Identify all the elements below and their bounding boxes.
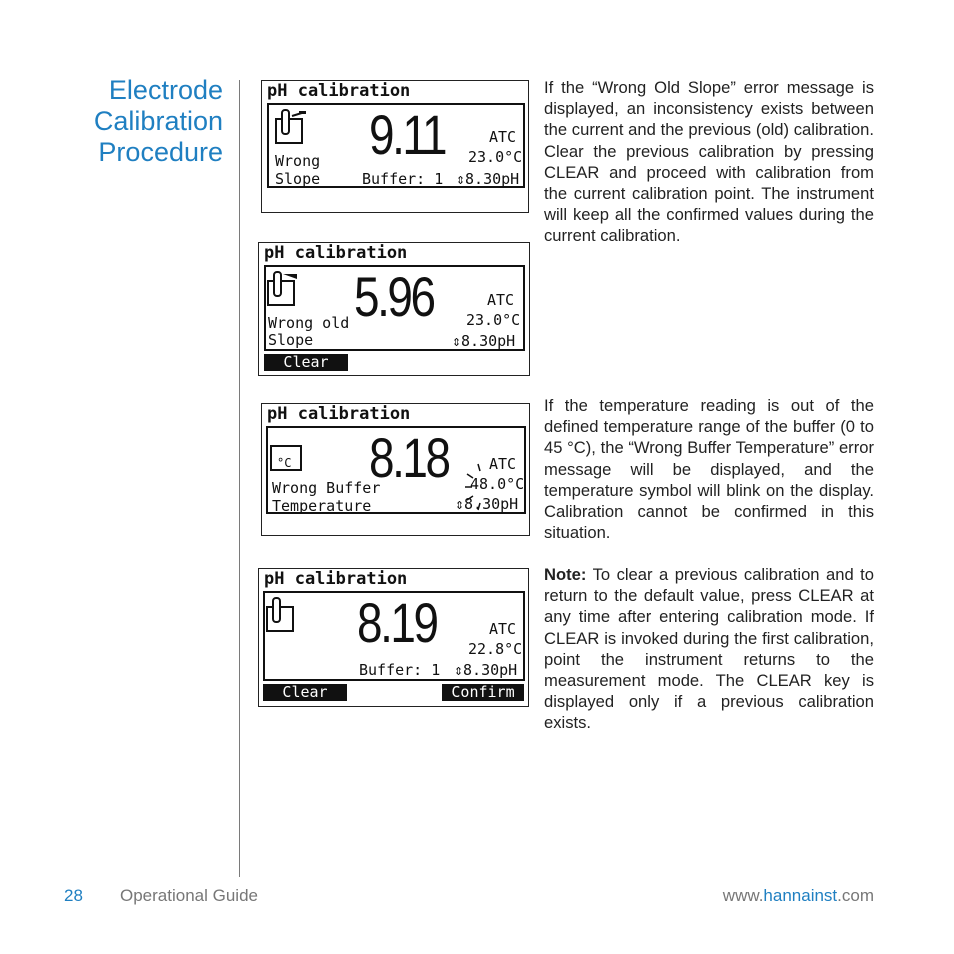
lcd-display xyxy=(266,426,526,514)
screen-title: pH calibration xyxy=(267,404,411,424)
atc-label: ATC xyxy=(487,291,515,309)
footer-guide-title: Operational Guide xyxy=(120,886,258,905)
lcd-screen-wrong-slope xyxy=(261,80,529,213)
note-label: Note: xyxy=(544,565,587,584)
atc-label: ATC xyxy=(489,128,517,146)
screen-title: pH calibration xyxy=(264,243,408,263)
footer-url[interactable] xyxy=(723,886,874,906)
message-line2: Temperature xyxy=(272,497,372,515)
confirm-softkey[interactable]: Confirm xyxy=(442,684,524,701)
temperature-value: 23.0°C xyxy=(468,148,523,166)
buffer-value: ⇕8.30pH xyxy=(455,495,519,513)
screen-title: pH calibration xyxy=(264,569,408,589)
electrode-beaker-icon xyxy=(266,597,300,633)
temperature-symbol: °C xyxy=(277,456,292,470)
buffer-value: ⇕8.30pH xyxy=(456,170,520,188)
buffer-value: ⇕8.30pH xyxy=(454,661,518,679)
screen-title: pH calibration xyxy=(267,81,411,101)
temperature-value: 23.0°C xyxy=(466,311,521,329)
ph-reading: 5.96 xyxy=(354,265,434,328)
url-suffix: .com xyxy=(837,886,874,905)
url-prefix: www. xyxy=(722,886,764,905)
vertical-divider xyxy=(239,80,240,877)
paragraph-wrong-temperature: If the temperature reading is out of the defined temperature range of the buffer (0 to 45 °C), the “Wrong Buffer Temperature” error message will be displayed, and the temperature symbol will blink on the display. Calibration cannot be confirmed in this situation. xyxy=(544,396,874,543)
section-title-line2: Calibration xyxy=(93,106,223,136)
buffer-label: Buffer: 1 xyxy=(359,661,441,679)
clear-softkey[interactable]: Clear xyxy=(263,684,347,701)
paragraph-note xyxy=(544,564,874,734)
atc-label: ATC xyxy=(489,455,517,473)
electrode-beaker-icon xyxy=(275,109,309,145)
message-line1: Wrong Buffer xyxy=(272,479,381,497)
lcd-screen-confirm xyxy=(258,568,529,707)
page-number: 28 xyxy=(64,886,83,905)
note-text: To clear a previous calibration and to return to the default value, press CLEAR at any time after entering calibration mode. If CLEAR is invoked during the first calibration, point the instrument returns to the measurement mode. The CLEAR key is displayed only if a previous calibration exists. xyxy=(544,565,874,733)
section-title-line3: Procedure xyxy=(98,137,223,167)
section-title-line1: Electrode xyxy=(108,75,223,105)
clear-softkey[interactable]: Clear xyxy=(264,354,348,371)
buffer-label: Buffer: 1 xyxy=(362,170,444,188)
message-line2: Slope xyxy=(268,331,314,349)
ph-reading: 8.19 xyxy=(357,591,437,654)
paragraph-wrong-old-slope: If the “Wrong Old Slope” error message is displayed, an inconsistency exists between the current and the previous (old) calibration. Clear the previous calibration by pressing CLEAR and proceed with calibration from the current calibration point. The instrument will keep all the confirmed values during the current calibration. xyxy=(544,78,874,246)
electrode-beaker-icon xyxy=(267,271,301,307)
section-title xyxy=(60,75,223,168)
buffer-value: ⇕8.30pH xyxy=(452,332,516,350)
lcd-display xyxy=(264,265,525,351)
lcd-display xyxy=(267,103,525,188)
message-line2: Slope xyxy=(275,170,321,188)
lcd-screen-wrong-old-slope xyxy=(258,242,530,376)
atc-label: ATC xyxy=(489,620,517,638)
lcd-display xyxy=(263,591,525,681)
message-line1: Wrong xyxy=(275,152,321,170)
ph-reading: 9.11 xyxy=(369,103,446,166)
message-line1: Wrong old xyxy=(268,314,350,332)
temperature-value: 48.0°C xyxy=(470,475,525,493)
lcd-screen-wrong-buffer-temperature xyxy=(261,403,530,536)
url-brand: hannainst xyxy=(763,886,838,905)
ph-reading: 8.18 xyxy=(369,426,449,489)
temperature-value: 22.8°C xyxy=(468,640,523,658)
